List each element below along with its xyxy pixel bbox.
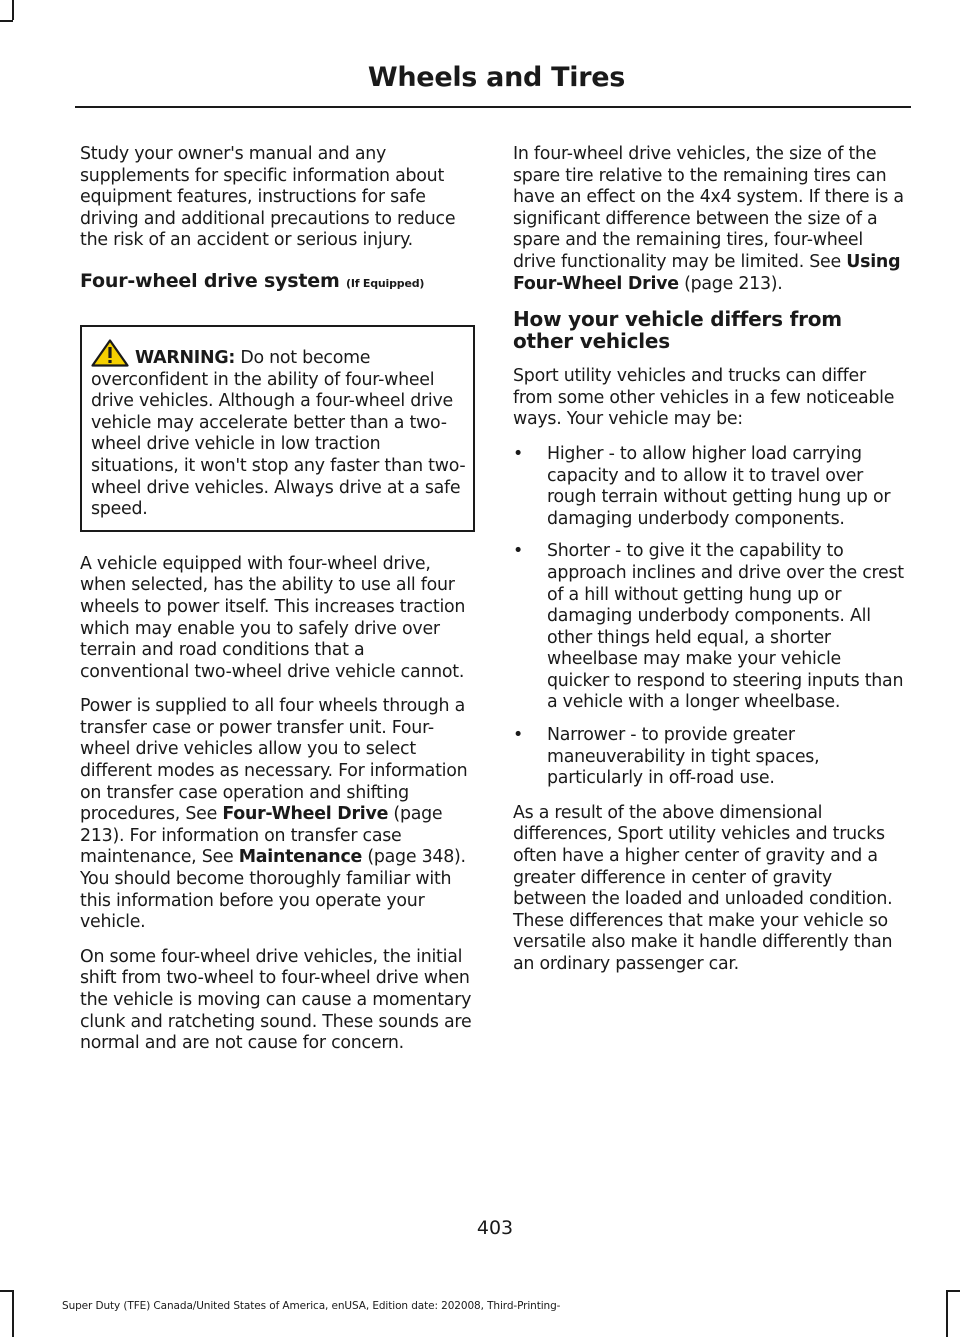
body-text: (page 213). For information on transfer case maintenance, See	[80, 804, 443, 868]
page-header-title: Wheels and Tires	[367, 62, 625, 93]
crop-mark	[946, 1290, 960, 1292]
list-item	[513, 725, 908, 790]
bullet-marker: •	[513, 541, 524, 562]
body-paragraph: As a result of the above dimensional differences, Sport utility vehicles and trucks often have a higher center of gravity and a greater difference in center of gravity between the loaded and unloaded condition. These differences that make your vehicle so versatile also make it handle differently than an ordinary passenger car.	[513, 802, 893, 974]
body-paragraph: Sport utility vehicles and trucks can differ from some other vehicles in a few noticeable ways. Your vehicle may be:	[513, 366, 895, 430]
warning-text: Do not become overconfident in the ability of four-wheel drive vehicles. Although a four-wheel drive vehicle may accelerate better than a two-wheel drive vehicle in low traction situations, it won't stop any faster than two-wheel drive vehicles. Always drive at a safe speed.	[91, 347, 466, 520]
intro-paragraph: Study your owner's manual and any supplements for specific information about equipment features, instructions for safe driving and additional precautions to reduce the risk of an accident or serious injury.	[80, 144, 456, 251]
body-text: In four-wheel drive vehicles, the size of the spare tire relative to the remaining tires can have an effect on the 4x4 system. If there is a significant difference between the size of a spare and the remaining tires, four-wheel drive functionality may be limited. See	[513, 144, 904, 272]
body-text: (page 348). You should become thoroughly familiar with this information before you operate your vehicle.	[80, 847, 466, 933]
body-paragraph	[80, 696, 475, 934]
right-column	[513, 144, 908, 989]
list-item-text: Higher - to allow higher load carrying capacity and to allow it to travel over rough terrain without getting hung up or damaging underbody components.	[547, 443, 891, 529]
cross-reference-link[interactable]: Maintenance	[238, 847, 363, 868]
list-item	[513, 444, 908, 530]
section-heading	[80, 270, 475, 295]
bullet-marker: •	[513, 443, 524, 464]
cross-reference-link[interactable]: Four-Wheel Drive	[222, 804, 389, 825]
subsection-heading: How your vehicle differs from other vehicles	[513, 307, 842, 354]
list-item-text: Shorter - to give it the capability to approach inclines and drive over the crest of a hill without getting hung up or damaging underbody components. All other things held equal, a shorter wheelbase may make your vehicle quicker to respond to steering inputs than a vehicle with a longer wheelbase.	[547, 541, 904, 713]
header-rule	[75, 106, 911, 108]
body-text: Power is supplied to all four wheels through a transfer case or power transfer unit. Four-wheel drive vehicles allow you to select different modes as necessary. For information on transfer case operation and shifting procedures, See	[80, 696, 468, 825]
warning-triangle-icon	[91, 339, 129, 367]
body-paragraph	[513, 144, 908, 295]
section-heading-text: Four-wheel drive system	[80, 269, 340, 292]
left-column	[80, 144, 475, 1068]
warning-label: WARNING:	[135, 347, 236, 368]
body-text: (page 213).	[678, 273, 783, 294]
crop-mark	[12, 1290, 14, 1337]
warning-box	[80, 325, 475, 532]
crop-mark	[0, 1290, 13, 1292]
body-paragraph: A vehicle equipped with four-wheel drive, when selected, has the ability to use all four wheels to power itself. This increases traction which may enable you to safely drive over terrain and road conditions that a conventional two-wheel drive vehicle cannot.	[80, 553, 466, 682]
list-item	[513, 541, 908, 714]
section-heading-qualifier: (If Equipped)	[346, 276, 425, 290]
page-number: 403	[476, 1217, 514, 1239]
crop-mark	[0, 20, 13, 22]
list-item-text: Narrower - to provide greater maneuverability in tight spaces, particularly in off-road use.	[547, 725, 820, 789]
body-paragraph: On some four-wheel drive vehicles, the initial shift from two-wheel to four-wheel drive when the vehicle is moving can cause a momentary clunk and ratcheting sound. These sounds are normal and are not cause for concern.	[80, 946, 472, 1054]
cross-reference-link[interactable]: Using Four-Wheel Drive	[513, 251, 901, 294]
bullet-marker: •	[513, 725, 524, 746]
bullet-list	[513, 444, 908, 790]
crop-mark	[12, 0, 14, 20]
footer-text: Super Duty (TFE) Canada/United States of America, enUSA, Edition date: 202008, Third-Printing-	[62, 1300, 561, 1312]
crop-mark	[946, 1290, 948, 1337]
